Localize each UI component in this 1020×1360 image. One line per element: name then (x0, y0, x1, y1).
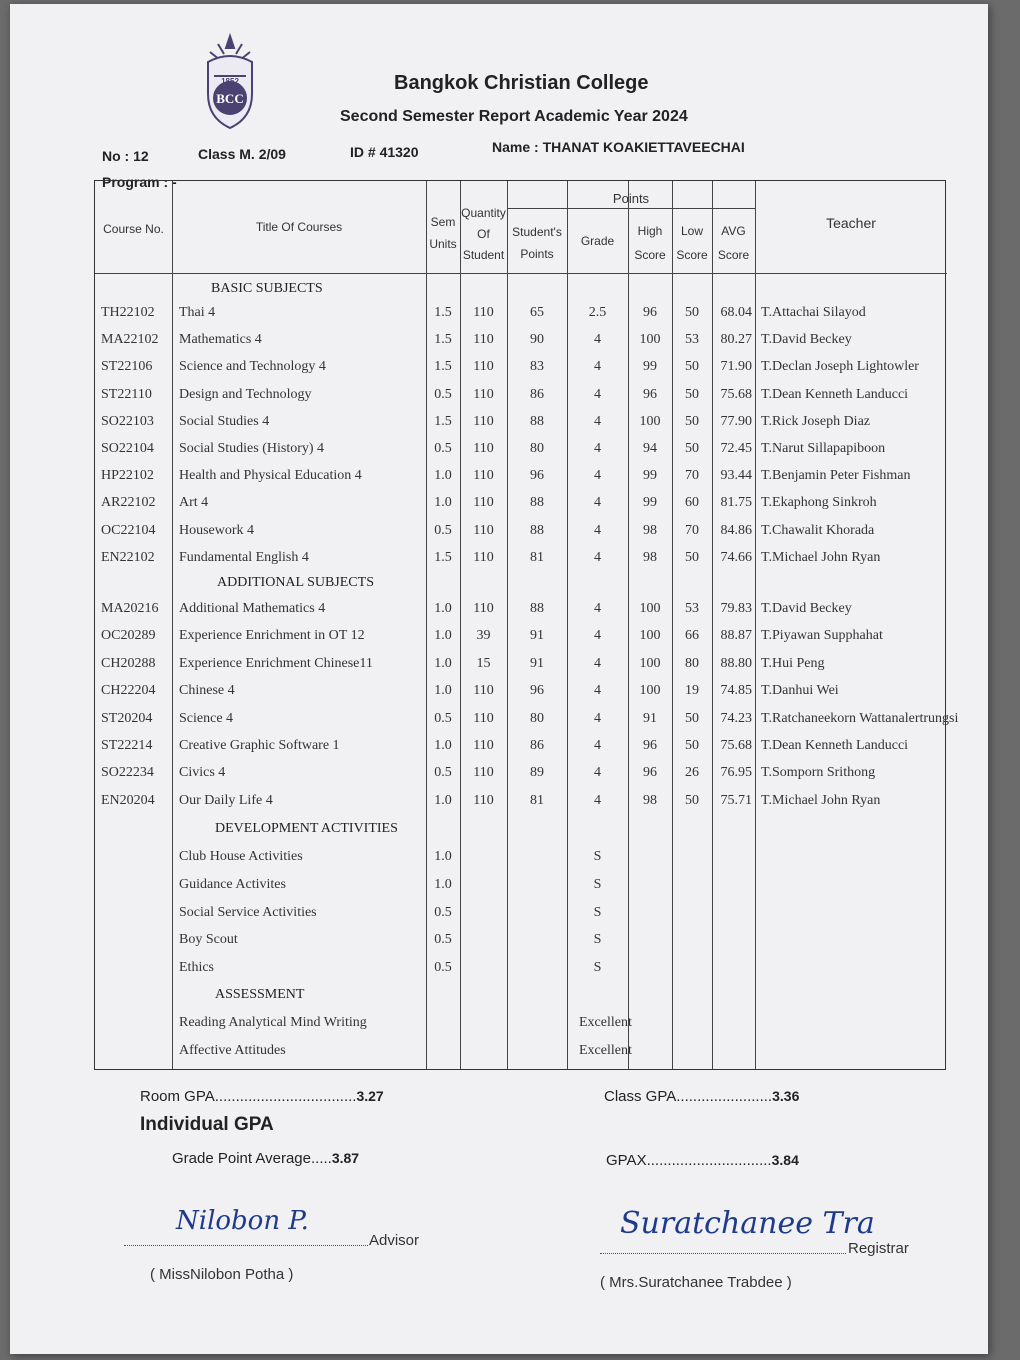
basic-course-title: Mathematics 4 (179, 332, 262, 348)
basic-course-avg: 81.75 (720, 495, 752, 511)
header-high: High Score (634, 224, 666, 262)
basic-course-avg: 80.27 (720, 332, 752, 348)
basic-course-high: 98 (643, 522, 657, 538)
basic-course-low: 50 (685, 441, 699, 456)
basic-course-avg: 68.04 (720, 305, 752, 320)
basic-course-avg: 72.45 (720, 441, 752, 456)
advisor-name: ( MissNilobon Potha ) (150, 1266, 294, 1283)
registrar-role: Registrar (848, 1240, 909, 1257)
additional-course-low: 50 (685, 792, 699, 808)
advisor-role: Advisor (369, 1232, 420, 1249)
basic-course-points: 80 (530, 441, 544, 456)
additional-course-teacher: T.Dean Kenneth Landucci (761, 738, 909, 753)
additional-course-title: Experience Enrichment Chinese11 (179, 655, 373, 671)
section-development-activities: DEVELOPMENT ACTIVITIES (215, 821, 398, 836)
basic-course-qty: 110 (473, 332, 494, 348)
section-additional-subjects: ADDITIONAL SUBJECTS (217, 575, 374, 590)
additional-course-qty: 110 (473, 601, 494, 616)
additional-course-high: 98 (643, 792, 657, 808)
additional-course-qty: 110 (473, 738, 494, 753)
additional-course-units: 1.0 (434, 738, 452, 753)
activity-title: Ethics (179, 960, 214, 976)
basic-course-high: 99 (643, 359, 657, 375)
additional-course-title: Science 4 (179, 710, 234, 726)
student-class: Class M. 2/09 (198, 146, 286, 162)
basic-course-qty: 110 (473, 305, 494, 320)
basic-course-grade: 4 (594, 332, 601, 348)
additional-course-high: 100 (639, 655, 661, 671)
basic-course-title: Thai 4 (179, 305, 216, 320)
additional-course-units: 1.0 (434, 655, 452, 671)
additional-course-high: 91 (643, 710, 657, 726)
additional-course-points: 81 (530, 792, 544, 808)
basic-course-qty: 110 (473, 468, 494, 484)
additional-course-teacher: T.Piyawan Supphahat (761, 628, 883, 644)
header-points: Points (612, 191, 650, 206)
student-name: Name : THANAT KOAKIETTAVEECHAI (492, 139, 745, 155)
basic-course-title: Social Studies 4 (179, 413, 270, 429)
basic-course-title: Art 4 (179, 495, 209, 511)
assessment-title: Reading Analytical Mind Writing (179, 1015, 367, 1030)
header-grade: Grade (580, 234, 615, 248)
additional-course-code: ST20204 (101, 710, 153, 726)
class-gpa: Class GPA.......................3.36 (604, 1088, 800, 1105)
report-title: Second Semester Report Academic Year 2024 (340, 108, 688, 125)
basic-course-qty: 110 (473, 359, 494, 375)
additional-course-avg: 74.85 (720, 683, 752, 699)
advisor-signature-line (124, 1245, 368, 1246)
basic-course-units: 1.0 (434, 495, 452, 511)
basic-course-qty: 110 (473, 386, 494, 402)
basic-course-grade: 4 (594, 359, 601, 375)
basic-course-title: Social Studies (History) 4 (179, 441, 325, 456)
additional-course-units: 1.0 (434, 683, 452, 699)
basic-course-code: MA22102 (101, 332, 159, 348)
basic-course-code: HP22102 (101, 468, 154, 484)
registrar-signature-line (600, 1253, 846, 1254)
additional-course-low: 80 (685, 655, 699, 671)
additional-course-grade: 4 (594, 628, 601, 644)
additional-course-grade: 4 (594, 738, 601, 753)
basic-course-low: 70 (685, 522, 699, 538)
basic-course-high: 98 (643, 549, 657, 565)
grades-table (94, 180, 959, 1070)
basic-course-points: 88 (530, 495, 544, 511)
additional-course-low: 66 (685, 628, 699, 644)
basic-course-units: 0.5 (434, 386, 452, 402)
basic-course-units: 1.5 (434, 413, 452, 429)
activity-grade: S (593, 932, 602, 948)
basic-course-units: 1.5 (434, 332, 452, 348)
basic-course-units: 1.5 (434, 359, 452, 375)
basic-course-teacher: T.Benjamin Peter Fishman (761, 468, 911, 484)
basic-course-high: 99 (643, 495, 657, 511)
additional-course-points: 88 (530, 601, 544, 616)
basic-course-units: 1.0 (434, 468, 452, 484)
basic-course-teacher: T.Michael John Ryan (761, 549, 881, 565)
basic-course-avg: 84.86 (720, 522, 752, 538)
activity-units: 0.5 (434, 904, 452, 920)
basic-course-points: 65 (530, 305, 544, 320)
basic-course-teacher: T.David Beckey (761, 332, 852, 348)
section-basic-subjects: BASIC SUBJECTS (211, 281, 323, 296)
additional-course-points: 89 (530, 765, 544, 781)
additional-course-qty: 110 (473, 765, 494, 781)
basic-course-high: 96 (643, 386, 657, 402)
grade-point-average: Grade Point Average.....3.87 (172, 1150, 360, 1167)
basic-course-low: 50 (685, 386, 699, 402)
header-sem-units: Sem Units (429, 215, 457, 251)
basic-course-grade: 4 (594, 468, 601, 484)
basic-course-low: 53 (685, 332, 699, 348)
basic-course-title: Science and Technology 4 (179, 359, 326, 375)
basic-course-grade: 4 (594, 413, 601, 429)
activity-title: Club House Activities (179, 849, 303, 864)
basic-course-teacher: T.Dean Kenneth Landucci (761, 386, 909, 402)
activity-grade: S (593, 876, 602, 892)
additional-course-avg: 76.95 (720, 765, 752, 781)
basic-course-teacher: T.Narut Sillapapiboon (761, 441, 886, 456)
basic-course-code: EN22102 (101, 549, 155, 565)
basic-course-teacher: T.Declan Joseph Lightowler (761, 359, 919, 375)
additional-course-qty: 110 (473, 792, 494, 808)
basic-course-points: 81 (530, 549, 544, 565)
basic-course-avg: 74.66 (720, 549, 752, 565)
additional-course-low: 53 (685, 601, 699, 616)
header-quantity: Quantity Of Student (461, 206, 506, 262)
additional-course-title: Chinese 4 (179, 683, 235, 699)
additional-course-title: Our Daily Life 4 (179, 792, 273, 808)
basic-course-teacher: T.Rick Joseph Diaz (761, 413, 870, 429)
additional-course-grade: 4 (594, 655, 601, 671)
basic-course-teacher: T.Attachai Silayod (761, 305, 866, 320)
additional-course-units: 1.0 (434, 792, 452, 808)
additional-course-grade: 4 (594, 765, 601, 781)
additional-course-points: 91 (530, 628, 544, 644)
activity-title: Social Service Activities (179, 904, 317, 920)
additional-course-high: 96 (643, 765, 657, 781)
basic-course-qty: 110 (473, 522, 494, 538)
basic-course-grade: 4 (594, 495, 601, 511)
additional-course-code: CH20288 (101, 655, 156, 671)
header-avg: AVG Score (717, 224, 750, 262)
assessment-title: Affective Attitudes (179, 1043, 286, 1058)
additional-course-units: 0.5 (434, 765, 452, 781)
additional-course-points: 96 (530, 683, 544, 699)
additional-course-low: 26 (685, 765, 699, 781)
activity-title: Guidance Activites (179, 876, 286, 892)
additional-course-avg: 75.68 (720, 738, 752, 753)
additional-course-code: MA20216 (101, 601, 159, 616)
additional-course-units: 1.0 (434, 601, 452, 616)
basic-course-grade: 2.5 (588, 305, 607, 320)
basic-course-avg: 71.90 (720, 359, 752, 375)
basic-course-avg: 77.90 (720, 413, 752, 429)
basic-course-low: 50 (685, 413, 699, 429)
header-students-points: Student's Points (512, 225, 562, 261)
additional-course-units: 1.0 (434, 628, 452, 644)
basic-course-qty: 110 (473, 441, 494, 456)
activity-units: 0.5 (434, 932, 452, 948)
basic-course-avg: 75.68 (720, 386, 752, 402)
additional-course-points: 91 (530, 655, 544, 671)
activity-units: 0.5 (434, 960, 452, 976)
room-gpa: Room GPA..................................3.27 (140, 1088, 384, 1105)
gpax: GPAX..............................3.84 (606, 1152, 799, 1169)
additional-course-teacher: T.Somporn Srithong (761, 765, 876, 781)
section-assessment: ASSESSMENT (215, 987, 305, 1002)
school-name: Bangkok Christian College (394, 72, 649, 94)
additional-course-avg: 88.80 (720, 655, 752, 671)
basic-course-code: SO22104 (101, 441, 154, 456)
assessment-grade: Excellent (579, 1015, 632, 1030)
activity-units: 1.0 (434, 876, 452, 892)
basic-course-title: Fundamental English 4 (179, 549, 309, 565)
basic-course-points: 90 (530, 332, 544, 348)
additional-course-grade: 4 (594, 710, 601, 726)
additional-course-high: 100 (639, 601, 661, 616)
basic-course-points: 88 (530, 413, 544, 429)
basic-course-title: Design and Technology (179, 386, 312, 402)
additional-course-low: 50 (685, 738, 699, 753)
basic-course-title: Health and Physical Education 4 (179, 468, 362, 484)
activity-title: Boy Scout (179, 932, 238, 948)
additional-course-code: CH22204 (101, 683, 156, 699)
basic-course-points: 86 (530, 386, 544, 402)
activity-grade: S (593, 960, 602, 976)
basic-course-high: 100 (639, 413, 661, 429)
additional-course-qty: 15 (476, 655, 491, 671)
additional-course-teacher: T.David Beckey (761, 601, 852, 616)
assessment-grade: Excellent (579, 1043, 632, 1058)
basic-course-units: 0.5 (434, 522, 452, 538)
additional-course-low: 19 (685, 683, 699, 699)
additional-course-avg: 79.83 (720, 601, 752, 616)
additional-course-points: 86 (530, 738, 544, 753)
basic-course-points: 88 (530, 522, 544, 538)
svg-text:BCC: BCC (216, 91, 244, 106)
basic-course-grade: 4 (594, 522, 601, 538)
additional-course-teacher: T.Michael John Ryan (761, 792, 881, 808)
additional-course-points: 80 (530, 710, 544, 726)
basic-course-high: 94 (643, 441, 657, 456)
additional-course-low: 50 (685, 710, 699, 726)
additional-course-qty: 39 (476, 628, 491, 644)
basic-course-units: 1.5 (434, 549, 452, 565)
additional-course-teacher: T.Danhui Wei (761, 683, 839, 699)
basic-course-code: ST22110 (101, 386, 152, 402)
basic-course-points: 83 (530, 359, 544, 375)
additional-course-code: SO22234 (101, 765, 154, 781)
additional-course-avg: 75.71 (720, 792, 752, 808)
header-course-no: Course No. (103, 222, 164, 236)
activity-units: 1.0 (434, 849, 452, 864)
basic-course-low: 60 (685, 495, 699, 511)
additional-course-units: 0.5 (434, 710, 452, 726)
additional-course-code: ST22214 (101, 738, 153, 753)
basic-course-points: 96 (530, 468, 544, 484)
additional-course-grade: 4 (594, 601, 601, 616)
student-no: No : 12 (102, 148, 149, 164)
basic-course-teacher: T.Ekaphong Sinkroh (761, 495, 877, 511)
additional-course-high: 100 (639, 683, 661, 699)
school-logo-icon (198, 32, 262, 132)
header-title: Title Of Courses (255, 220, 343, 234)
additional-course-teacher: T.Ratchaneekorn Wattanalertrungsi (761, 710, 959, 726)
additional-course-code: EN20204 (101, 792, 155, 808)
additional-course-grade: 4 (594, 683, 601, 699)
svg-text:1852: 1852 (221, 77, 239, 86)
basic-course-code: OC22104 (101, 522, 156, 538)
additional-course-qty: 110 (473, 683, 494, 699)
basic-course-code: ST22106 (101, 359, 153, 375)
basic-course-grade: 4 (594, 549, 601, 565)
basic-course-avg: 93.44 (720, 468, 752, 484)
additional-course-title: Civics 4 (179, 765, 226, 781)
activity-grade: S (593, 849, 602, 864)
student-program: Program : - (102, 174, 177, 190)
basic-course-qty: 110 (473, 549, 494, 565)
additional-course-qty: 110 (473, 710, 494, 726)
advisor-signature: Nilobon P. (176, 1206, 309, 1236)
additional-course-grade: 4 (594, 792, 601, 808)
basic-course-teacher: T.Chawalit Khorada (761, 522, 875, 538)
additional-course-title: Experience Enrichment in OT 12 (179, 628, 365, 644)
student-id: ID # 41320 (350, 144, 419, 160)
basic-course-grade: 4 (594, 441, 601, 456)
basic-course-code: SO22103 (101, 413, 154, 429)
basic-course-qty: 110 (473, 495, 494, 511)
basic-course-low: 50 (685, 359, 699, 375)
additional-course-title: Additional Mathematics 4 (179, 601, 326, 616)
basic-course-low: 70 (685, 468, 699, 484)
basic-course-low: 50 (685, 549, 699, 565)
basic-course-title: Housework 4 (179, 522, 255, 538)
basic-course-high: 100 (639, 332, 661, 348)
basic-course-code: TH22102 (101, 305, 155, 320)
header-low: Low Score (676, 224, 708, 262)
additional-course-high: 100 (639, 628, 661, 644)
individual-gpa-heading: Individual GPA (140, 1114, 274, 1135)
basic-course-low: 50 (685, 305, 699, 320)
registrar-signature: Suratchanee Tra (620, 1206, 875, 1241)
basic-course-high: 96 (643, 305, 657, 320)
basic-course-code: AR22102 (101, 495, 156, 511)
header-teacher: Teacher (826, 215, 876, 231)
additional-course-avg: 88.87 (720, 628, 752, 644)
activity-grade: S (593, 904, 602, 920)
additional-course-title: Creative Graphic Software 1 (179, 738, 340, 753)
basic-course-units: 0.5 (434, 441, 452, 456)
basic-course-units: 1.5 (434, 305, 452, 320)
basic-course-grade: 4 (594, 386, 601, 402)
additional-course-teacher: T.Hui Peng (761, 655, 825, 671)
basic-course-qty: 110 (473, 413, 494, 429)
additional-course-code: OC20289 (101, 628, 156, 644)
additional-course-high: 96 (643, 738, 657, 753)
additional-course-avg: 74.23 (720, 710, 752, 726)
basic-course-high: 99 (643, 468, 657, 484)
registrar-name: ( Mrs.Suratchanee Trabdee ) (600, 1274, 792, 1291)
